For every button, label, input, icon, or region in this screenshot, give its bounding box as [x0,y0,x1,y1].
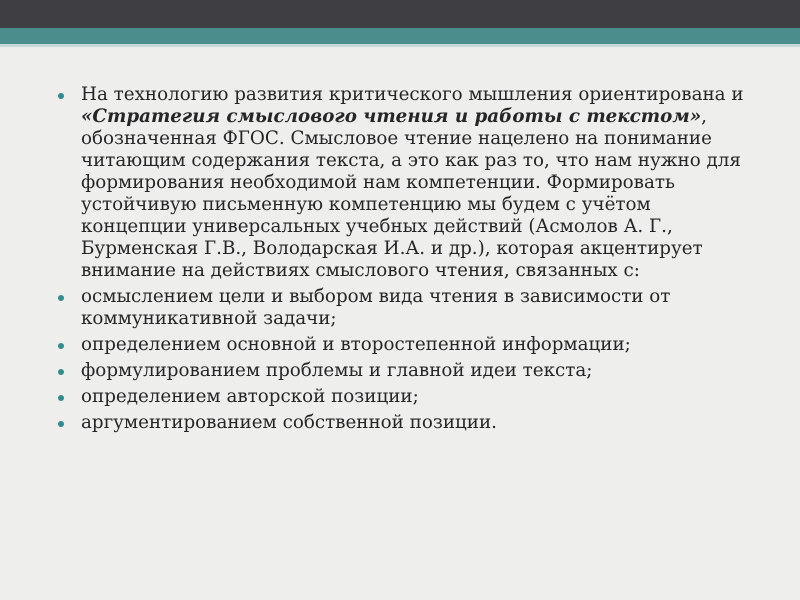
bullet-item-1 [58,286,748,330]
intro-emphasis: «Стратегия смыслового чтения и работы с текстом» [81,106,702,127]
bullet-item-text: определением авторской позиции; [81,386,419,407]
accent-line [0,44,800,47]
bullet-item-text: аргументированием собственной позиции. [81,412,497,433]
bullet-item-2 [58,334,748,356]
bullet-dot-icon [58,93,64,99]
bullet-intro [58,84,748,282]
bullet-item-text: определением основной и второстепенной информации; [81,334,631,355]
bullet-dot-icon [58,395,64,401]
intro-text-part1: На технологию развития критического мышления ориентирована и [81,84,744,105]
bullet-dot-icon [58,343,64,349]
bullet-dot-icon [58,369,64,375]
bullet-item-text: осмыслением цели и выбором вида чтения в зависимости от коммуникативной задачи; [81,286,671,329]
bullet-dot-icon [58,421,64,427]
bullet-item-3 [58,360,748,382]
slide-body [58,84,748,438]
bullet-item-4 [58,386,748,408]
bullet-item-text: формулированием проблемы и главной идеи текста; [81,360,593,381]
intro-text-part2: , обозначенная ФГОС. Смысловое чтение нацелено на понимание читающим содержания текста, а это как раз то, что нам нужно для формирования необходимой нам компетенции. Формировать устойчивую письменную компетенцию мы будем с учётом концепции универсальных учебных действий (Асмолов А. Г., Бурменская Г.В., Володарская И.А. и др.), которая акцентирует внимание на действиях смыслового чтения, связанных с: [81,106,741,281]
header-bar [0,0,800,28]
bullet-list [58,84,748,434]
bullet-item-5 [58,412,748,434]
bullet-dot-icon [58,295,64,301]
accent-band [0,28,800,44]
